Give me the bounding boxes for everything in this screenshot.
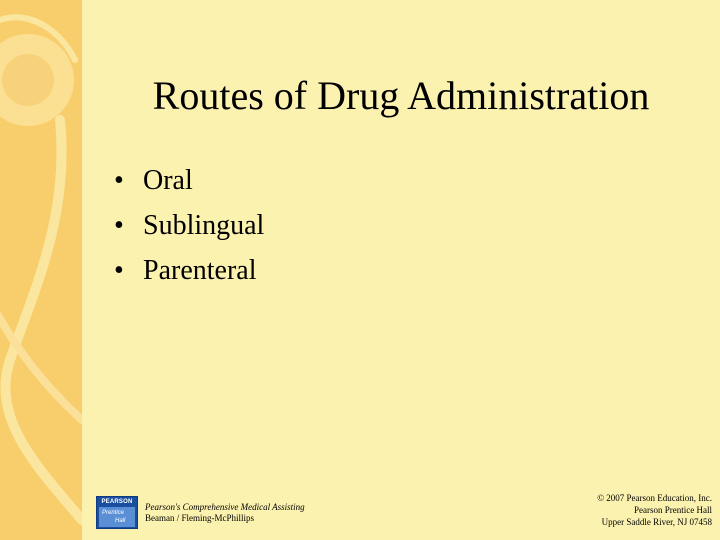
bullet-list xyxy=(114,162,674,297)
pearson-prentice-hall-logo xyxy=(96,496,138,529)
bullet-item xyxy=(114,162,674,207)
bullet-marker: • xyxy=(114,210,124,241)
bullet-marker: • xyxy=(114,255,124,286)
bullet-text: Oral xyxy=(143,165,193,196)
footer-copyright xyxy=(520,492,712,528)
address-line: Upper Saddle River, NJ 07458 xyxy=(601,517,712,527)
book-title: Pearson's Comprehensive Medical Assisting xyxy=(145,502,305,512)
copyright-line: © 2007 Pearson Education, Inc. xyxy=(597,493,712,503)
bullet-text: Sublingual xyxy=(143,210,265,241)
logo-wordmark: PEARSON xyxy=(101,499,133,505)
logo-badge xyxy=(99,507,135,527)
logo-line-hall: Hall xyxy=(115,518,126,524)
bullet-marker: • xyxy=(114,165,124,196)
stethoscope-decoration xyxy=(0,0,82,540)
footer-book-info xyxy=(145,502,385,524)
publisher-line: Pearson Prentice Hall xyxy=(634,505,712,515)
bullet-text: Parenteral xyxy=(143,255,257,286)
bullet-item xyxy=(114,252,674,297)
slide-title: Routes of Drug Administration xyxy=(152,73,650,118)
bullet-item xyxy=(114,207,674,252)
logo-line-prentice: Prentice xyxy=(102,510,125,516)
book-authors: Beaman / Fleming-McPhillips xyxy=(145,513,254,523)
